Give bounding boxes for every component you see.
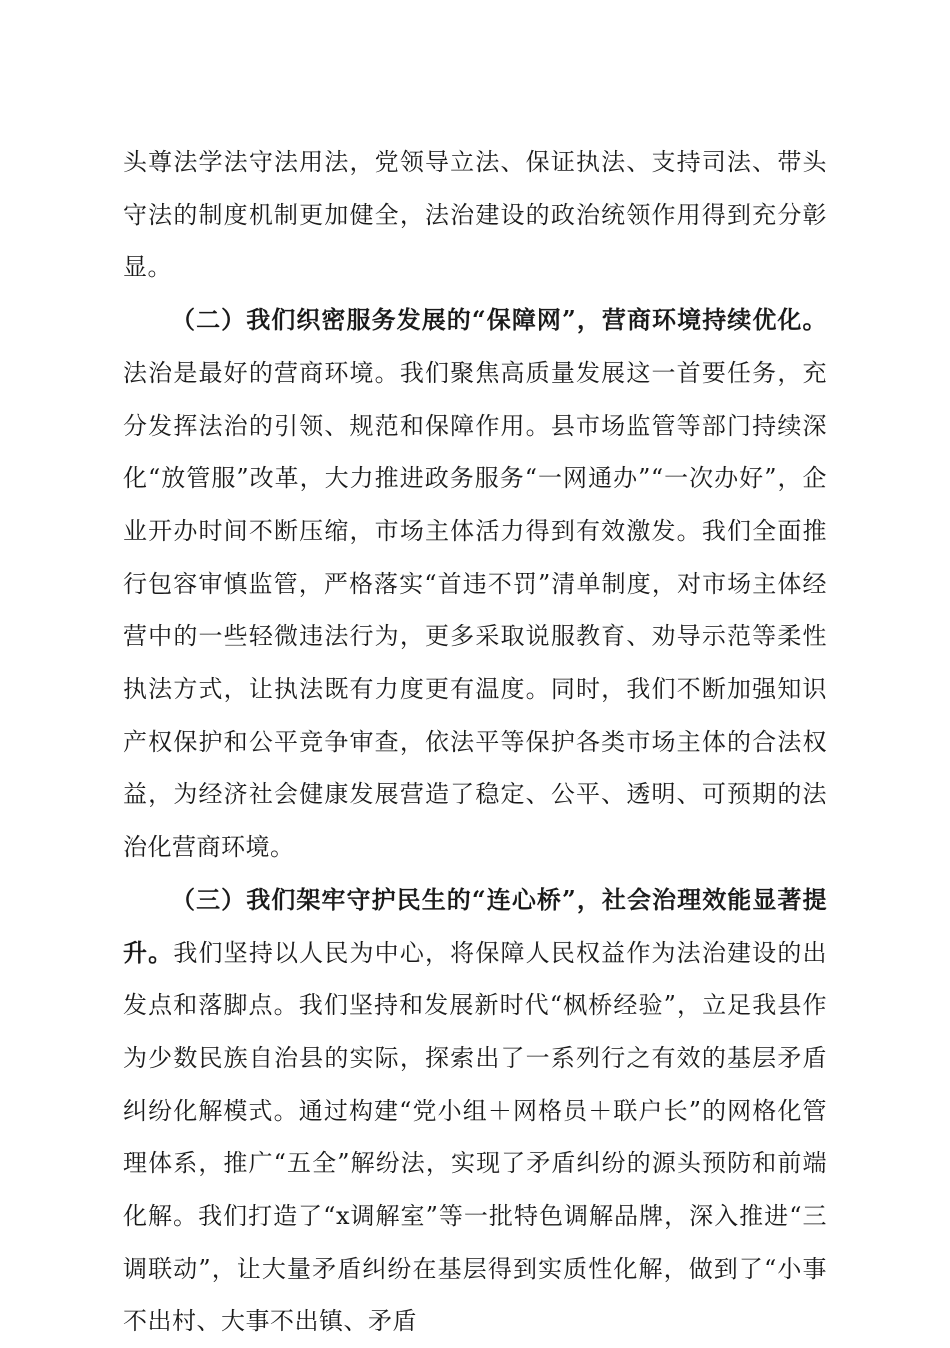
paragraph-section-2 xyxy=(123,294,827,874)
section-3-heading: （三）我们架牢守护民生的“连心桥”，社会治理效能显著提升。 xyxy=(123,884,827,967)
paragraph-1-body: 头尊法学法守法用法，党领导立法、保证执法、支持司法、带头守法的制度机制更加健全，法治建设的政治统领作用得到充分彰显。 xyxy=(123,148,827,282)
section-3-body: 我们坚持以人民为中心，将保障人民权益作为法治建设的出发点和落脚点。我们坚持和发展新时代“枫桥经验”，立足我县作为少数民族自治县的实际，探索出了一系列行之有效的基层矛盾纠纷化解模式。通过构建“党小组＋网格员＋联户长”的网格化管理体系，推广“五全”解纷法，实现了矛盾纠纷的源头预防和前端化解。我们打造了“x调解室”等一批特色调解品牌，深入推进“三调联动”，让大量矛盾纠纷在基层得到实质性化解，做到了“小事不出村、大事不出镇、矛盾 xyxy=(123,938,828,1336)
document-body xyxy=(123,136,827,1348)
section-2-body: 法治是最好的营商环境。我们聚焦高质量发展这一首要任务，充分发挥法治的引领、规范和保障作用。县市场监管等部门持续深化“放管服”改革，大力推进政务服务“一网通办”“一次办好”，企业开办时间不断压缩，市场主体活力得到有效激发。我们全面推行包容审慎监管，严格落实“首违不罚”清单制度，对市场主体经营中的一些轻微违法行为，更多采取说服教育、劝导示范等柔性执法方式，让执法既有力度更有温度。同时，我们不断加强知识产权保护和公平竞争审查，依法平等保护各类市场主体的合法权益，为经济社会健康发展营造了稳定、公平、透明、可预期的法治化营商环境。 xyxy=(123,358,827,862)
section-2-heading: （二）我们织密服务发展的“保障网”，营商环境持续优化。 xyxy=(171,305,827,335)
paragraph-section-3 xyxy=(123,874,827,1348)
paragraph-continuation xyxy=(123,136,827,294)
